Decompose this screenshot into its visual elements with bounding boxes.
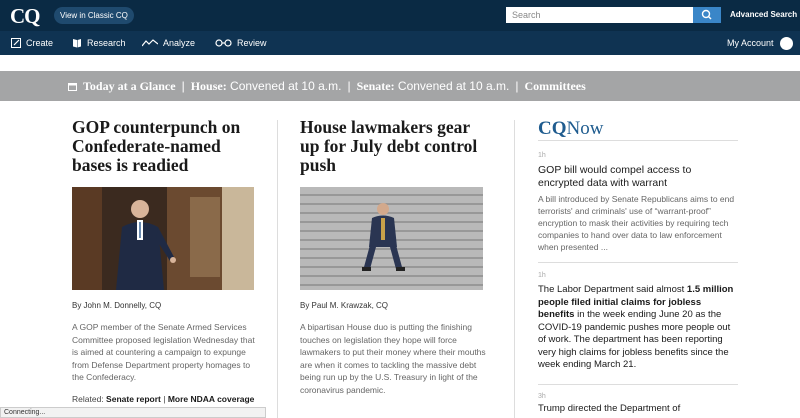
nav-research-label: Research (87, 38, 126, 48)
my-account-label: My Account (727, 38, 774, 48)
cq-now-brand-now: Now (566, 118, 604, 139)
cq-now-brand-cq: CQ (538, 118, 567, 139)
house-status: Convened at 10 a.m. (230, 79, 342, 93)
article-headline[interactable]: GOP counterpunch on Confederate-named bases is readied (72, 117, 241, 175)
related-separator: | (163, 394, 166, 404)
senate-status: Convened at 10 a.m. (397, 79, 510, 93)
news-body-highlight: 1.5 million people filed initial claims for jobless benefits (538, 284, 734, 320)
related-links (72, 394, 254, 404)
news-item-text: A bill introduced by Senate Republicans aims to end terrorists' and criminals' use of “warrant-proof” encryption to mask their activities by requiring tech companies to hand over data to law enforcement when presented ... (538, 194, 735, 252)
view-classic-button[interactable]: View in Classic CQ (54, 7, 134, 24)
nav-review[interactable] (215, 31, 267, 55)
related-label: Related: (72, 394, 104, 404)
article-summary: A bipartisan House duo is putting the finishing touches on legislation they hope will force lawmakers to put their money where their mouths are when it comes to tackling the massive debt being run up by the U.S. Treasury in light of the coronavirus pandemic. (300, 322, 486, 395)
news-item-title[interactable]: GOP bill would compel access to encrypted data with warrant (538, 164, 692, 189)
glasses-icon (215, 38, 232, 48)
senator-photo-image (72, 187, 254, 290)
avatar-icon (780, 37, 793, 50)
news-item-body[interactable]: Trump directed the Department of (538, 403, 681, 414)
news-timestamp: 1h (538, 152, 546, 159)
related-link-ndaa-coverage[interactable]: More NDAA coverage (167, 394, 255, 404)
glance-separator: | (181, 79, 185, 93)
column-divider (514, 120, 515, 418)
article-byline: By John M. Donnelly, CQ (72, 301, 162, 310)
advanced-search-link[interactable]: Advanced Search (730, 10, 798, 19)
article-summary: A GOP member of the Senate Armed Services Committee proposed legislation Wednesday that is aimed at countering a campaign to expunge from Defense Department property homages to the Confederacy. (72, 322, 255, 382)
senate-label: Senate: (356, 78, 395, 93)
cq-logo[interactable]: CQ (10, 4, 40, 28)
news-body-text-continued: in the week ending June 20 as the COVID-19 pandemic pushes more people out of work. The department has been reporting very high claims for jobless benefits since the week ending March 21. (538, 309, 731, 370)
article-byline: By Paul M. Krawzak, CQ (300, 301, 389, 310)
house-label: House: (190, 78, 227, 93)
nav-analyze[interactable] (142, 31, 195, 55)
nav-create[interactable] (11, 31, 53, 55)
news-body-text: The Labor Department said almost (538, 284, 687, 295)
article-photo[interactable] (300, 187, 483, 290)
article-headline[interactable]: House lawmakers gear up for July debt control push (300, 117, 478, 175)
chart-line-icon (142, 38, 158, 48)
today-at-a-glance-bar (0, 71, 800, 101)
nav-bar (0, 31, 800, 55)
my-account-button[interactable] (727, 31, 793, 55)
cq-now-divider (538, 140, 738, 141)
news-item-divider (538, 262, 738, 263)
news-item-divider (538, 384, 738, 385)
nav-create-label: Create (26, 38, 54, 48)
nav-analyze-label: Analyze (163, 38, 196, 48)
search-input[interactable] (506, 7, 693, 23)
book-icon (72, 38, 82, 48)
glance-title: Today at a Glance (83, 78, 176, 93)
pencil-icon (11, 38, 21, 48)
committees-link[interactable]: Committees (524, 78, 586, 93)
search-button[interactable] (693, 7, 721, 23)
cq-now-logo (538, 118, 603, 140)
article-photo[interactable] (72, 187, 254, 290)
calendar-icon (68, 82, 77, 91)
nav-review-label: Review (237, 38, 267, 48)
related-link-senate-report[interactable]: Senate report (106, 394, 161, 404)
glance-separator: | (515, 79, 519, 93)
glance-separator: | (347, 79, 351, 93)
news-timestamp: 3h (538, 393, 546, 400)
news-item-body[interactable] (538, 284, 738, 372)
news-timestamp: 1h (538, 272, 546, 279)
top-bar (0, 0, 800, 31)
browser-status-bar: Connecting... (0, 407, 266, 418)
lawmaker-on-steps-image (300, 187, 483, 290)
search-icon (693, 7, 721, 23)
nav-research[interactable] (72, 31, 126, 55)
column-divider (277, 120, 278, 418)
